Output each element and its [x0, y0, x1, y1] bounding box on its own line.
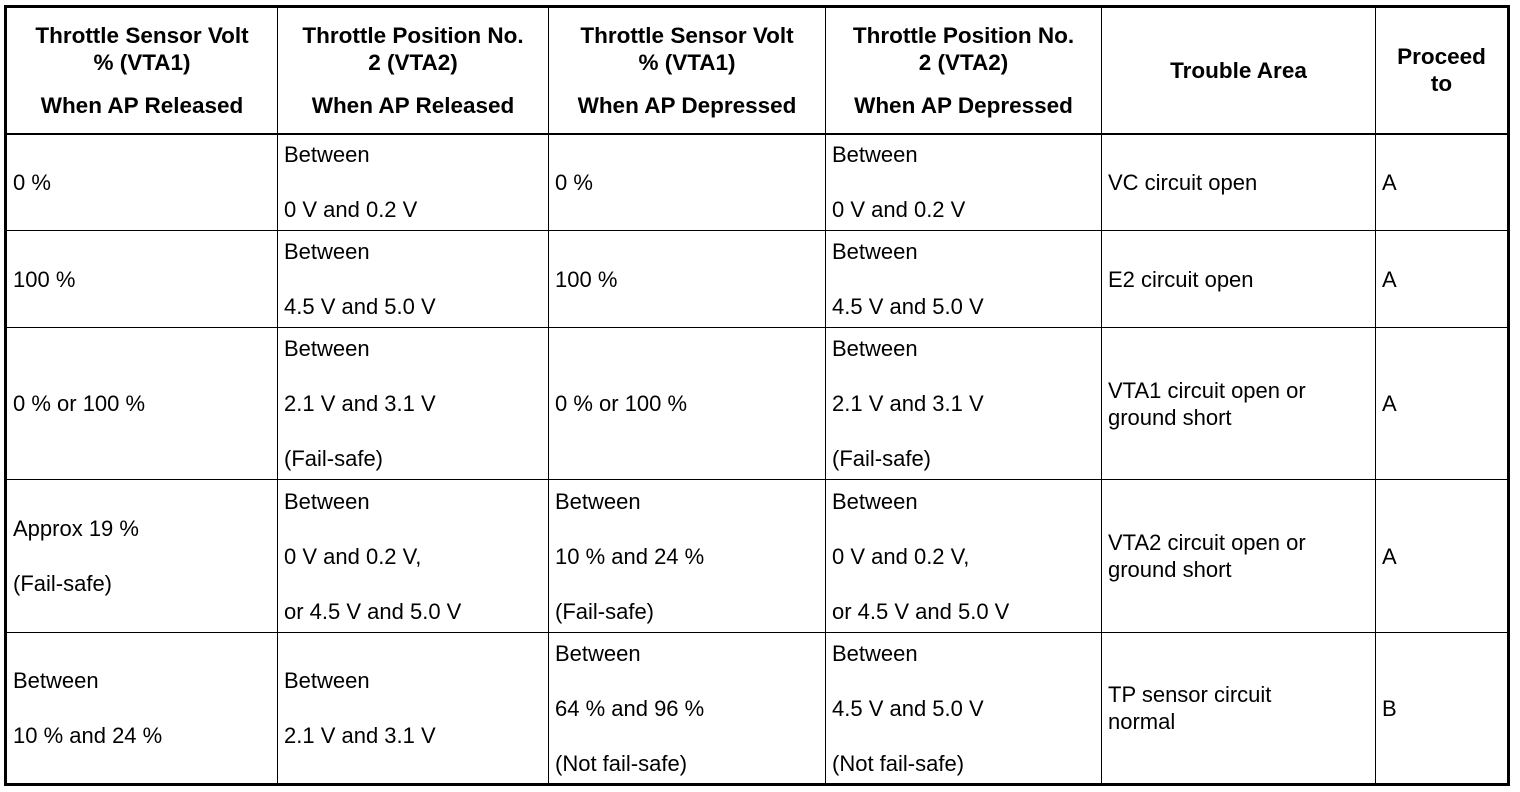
cell-vta2-depressed [826, 328, 1102, 480]
cell-line: Between [284, 142, 370, 168]
header-subline: When AP Released [40, 92, 244, 118]
cell-line: 2.1 V and 3.1 V [832, 391, 984, 416]
cell-vta1-depressed [549, 231, 826, 328]
cell-line: Between [832, 239, 918, 264]
cell-line: (Not fail-safe) [832, 750, 965, 776]
cell-proceed-to [1376, 633, 1509, 785]
cell-vta1-depressed [549, 480, 826, 633]
header-subline: When AP Depressed [577, 92, 797, 118]
cell-vta2-released [278, 328, 549, 480]
cell-line: 4.5 V and 5.0 V [832, 294, 984, 319]
cell-vta1-released [6, 134, 278, 231]
cell-line: TP sensor circuit [1108, 682, 1272, 707]
header-line: % (VTA1) [93, 49, 191, 75]
cell-line: Between [284, 239, 370, 264]
cell-line: Between [284, 668, 370, 693]
table-row [6, 633, 1509, 785]
cell-line: 4.5 V and 5.0 V [832, 695, 984, 721]
cell-line: 2.1 V and 3.1 V [284, 391, 436, 416]
cell-proceed-to [1376, 328, 1509, 480]
cell-line: 100 % [13, 266, 76, 292]
header-line: Throttle Sensor Volt [580, 22, 794, 48]
cell-vta1-released [6, 480, 278, 633]
cell-line: or 4.5 V and 5.0 V [832, 598, 1010, 624]
cell-line: (Fail-safe) [555, 598, 655, 624]
cell-vta2-released [278, 480, 549, 633]
cell-proceed-to [1376, 480, 1509, 633]
cell-line: Between [832, 488, 918, 514]
cell-trouble-area [1102, 328, 1376, 480]
cell-line: A [1382, 169, 1397, 195]
table-row [6, 134, 1509, 231]
cell-line: (Fail-safe) [13, 571, 113, 596]
cell-line: Between [832, 142, 918, 168]
cell-vta2-released [278, 134, 549, 231]
header-line: Trouble Area [1170, 57, 1307, 83]
cell-line: A [1382, 266, 1397, 292]
cell-line: or 4.5 V and 5.0 V [284, 598, 462, 624]
cell-line: 0 V and 0.2 V [832, 197, 966, 223]
header-trouble-area [1102, 7, 1376, 134]
header-line: Throttle Sensor Volt [35, 22, 249, 48]
header-line: Throttle Position No. [852, 22, 1075, 48]
cell-line: Between [284, 488, 370, 514]
cell-line: 64 % and 96 % [555, 695, 705, 721]
cell-vta2-depressed [826, 134, 1102, 231]
header-subline: When AP Depressed [854, 92, 1073, 118]
cell-line: VTA1 circuit open or [1108, 377, 1306, 403]
cell-trouble-area [1102, 633, 1376, 785]
cell-line: A [1382, 543, 1397, 569]
cell-vta1-depressed [549, 134, 826, 231]
cell-line: normal [1108, 709, 1176, 734]
cell-line: (Not fail-safe) [555, 750, 688, 776]
cell-line: VTA2 circuit open or [1108, 530, 1306, 555]
cell-line: 0 % or 100 % [555, 391, 688, 416]
header-vta2-released [278, 7, 549, 134]
diagnosis-table [4, 5, 1510, 786]
header-line: % (VTA1) [638, 49, 736, 75]
table-row [6, 480, 1509, 633]
cell-line: 100 % [555, 266, 618, 292]
cell-vta1-depressed [549, 328, 826, 480]
cell-line: 0 % [555, 169, 593, 195]
header-subline: When AP Released [311, 92, 515, 118]
cell-line: B [1382, 695, 1397, 721]
table-row [6, 328, 1509, 480]
cell-vta2-released [278, 231, 549, 328]
header-vta1-depressed [549, 7, 826, 134]
header-line: to [1430, 71, 1453, 97]
cell-line: Between [555, 640, 641, 666]
cell-line: Between [832, 336, 918, 361]
header-proceed-to [1376, 7, 1509, 134]
cell-line: 10 % and 24 % [13, 723, 163, 748]
cell-proceed-to [1376, 134, 1509, 231]
cell-line: 0 % or 100 % [13, 391, 146, 416]
cell-vta1-released [6, 633, 278, 785]
cell-line: Between [13, 668, 99, 693]
cell-line: 10 % and 24 % [555, 543, 705, 569]
cell-vta2-released [278, 633, 549, 785]
header-vta1-released [6, 7, 278, 134]
cell-line: Between [284, 336, 370, 361]
cell-line: ground short [1108, 557, 1232, 582]
cell-line: 0 V and 0.2 V [284, 197, 418, 223]
cell-vta1-released [6, 231, 278, 328]
cell-line: 2.1 V and 3.1 V [284, 723, 436, 748]
cell-line: 4.5 V and 5.0 V [284, 294, 436, 319]
header-line: Proceed [1397, 44, 1486, 70]
cell-vta2-depressed [826, 231, 1102, 328]
header-vta2-depressed [826, 7, 1102, 134]
header-line: Throttle Position No. [302, 22, 524, 48]
cell-line: 0 V and 0.2 V, [832, 543, 970, 569]
cell-trouble-area [1102, 134, 1376, 231]
cell-trouble-area [1102, 231, 1376, 328]
cell-proceed-to [1376, 231, 1509, 328]
cell-line: 0 % [13, 169, 51, 195]
cell-line: Between [555, 488, 641, 514]
header-line: 2 (VTA2) [368, 49, 458, 75]
cell-vta2-depressed [826, 480, 1102, 633]
header-row [6, 7, 1509, 134]
header-line: 2 (VTA2) [918, 49, 1009, 75]
cell-vta1-released [6, 328, 278, 480]
cell-vta2-depressed [826, 633, 1102, 785]
cell-line: (Fail-safe) [284, 446, 384, 471]
cell-line: A [1382, 391, 1397, 416]
cell-line: VC circuit open [1108, 169, 1258, 195]
cell-line: 0 V and 0.2 V, [284, 543, 422, 569]
cell-trouble-area [1102, 480, 1376, 633]
cell-line: Between [832, 640, 918, 666]
cell-line: E2 circuit open [1108, 266, 1254, 292]
cell-line: (Fail-safe) [832, 446, 932, 471]
cell-vta1-depressed [549, 633, 826, 785]
cell-line: ground short [1108, 404, 1232, 430]
table-row [6, 231, 1509, 328]
cell-line: Approx 19 % [13, 516, 139, 541]
